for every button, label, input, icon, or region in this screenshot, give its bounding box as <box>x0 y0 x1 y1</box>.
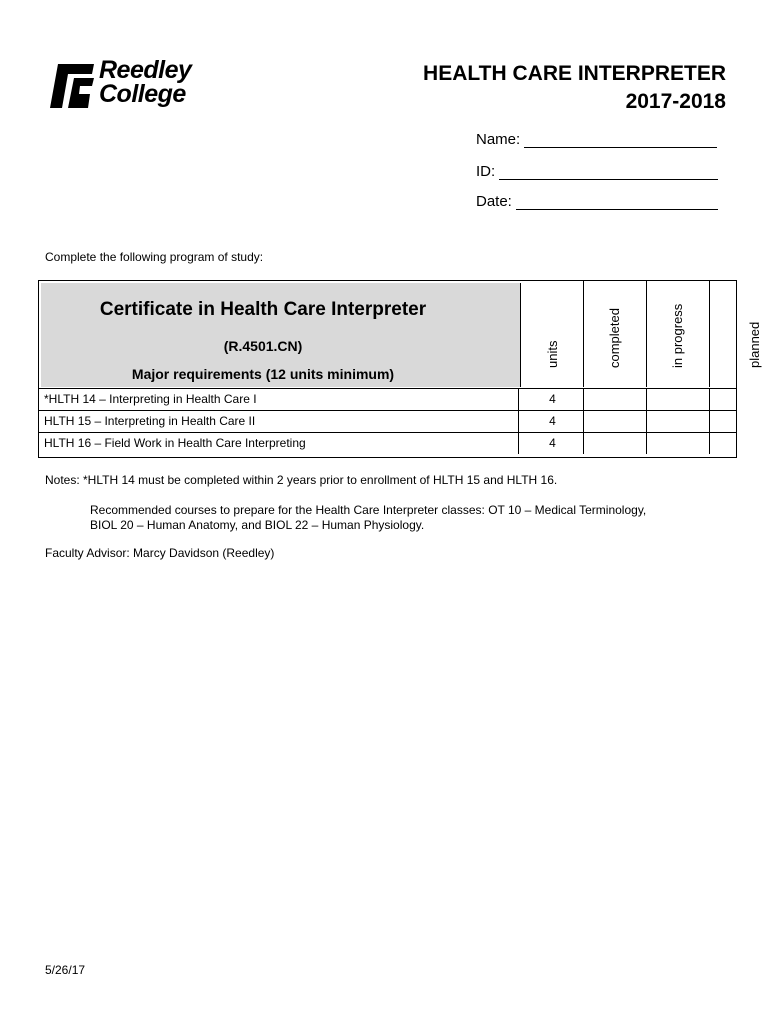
units-cell: 4 <box>522 411 584 432</box>
name-label: Name: <box>476 131 521 148</box>
title-line-1: HEALTH CARE INTERPRETER <box>423 62 726 85</box>
course-cell: HLTH 15 – Interpreting in Health Care II <box>39 411 519 432</box>
column-header: completed <box>607 308 622 368</box>
logo-line-2: College <box>99 80 186 108</box>
name-field[interactable] <box>476 131 717 148</box>
column-header: units <box>544 340 560 368</box>
date-line[interactable] <box>516 195 718 210</box>
table-row <box>39 410 736 432</box>
in-progress-cell[interactable] <box>647 433 710 454</box>
units-cell: 4 <box>522 433 584 454</box>
id-field[interactable] <box>476 163 718 180</box>
units-cell: 4 <box>522 389 584 410</box>
name-line[interactable] <box>524 133 717 148</box>
note-hlth14: Notes: *HLTH 14 must be completed within 2 years prior to enrollment of HLTH 15 and HLTH 16. <box>45 473 558 487</box>
column-planned <box>710 281 762 387</box>
major-requirements: Major requirements (12 units minimum) <box>131 366 395 382</box>
column-in-progress <box>647 281 710 387</box>
column-header: planned <box>747 321 762 368</box>
column-completed <box>584 281 647 387</box>
intro-text: Complete the following program of study: <box>45 250 264 264</box>
logo-line-1: Reedley <box>99 56 192 84</box>
course-cell: *HLTH 14 – Interpreting in Health Care I <box>39 389 519 410</box>
completed-cell[interactable] <box>584 389 647 410</box>
column-units <box>522 281 584 387</box>
completed-cell[interactable] <box>584 433 647 454</box>
id-label: ID: <box>476 163 496 180</box>
table-row <box>39 388 736 410</box>
id-line[interactable] <box>499 165 718 180</box>
course-cell: HLTH 16 – Field Work in Health Care Interpreting <box>39 433 519 454</box>
page-title <box>423 60 726 116</box>
program-table <box>38 280 762 458</box>
in-progress-cell[interactable] <box>647 389 710 410</box>
table-row <box>39 432 736 454</box>
logo-mark-icon <box>44 60 96 110</box>
note-recommended <box>90 503 646 533</box>
certificate-title: Certificate in Health Care Interpreter <box>99 299 427 320</box>
date-label: Date: <box>476 193 512 210</box>
program-code: (R.4501.CN) <box>223 338 303 354</box>
note-recommended-line-1: Recommended courses to prepare for the Health Care Interpreter classes: OT 10 – Medical Terminology, <box>90 503 647 517</box>
faculty-advisor: Faculty Advisor: Marcy Davidson (Reedley) <box>45 546 275 560</box>
logo-text <box>99 58 191 106</box>
note-recommended-line-2: BIOL 20 – Human Anatomy, and BIOL 22 – Human Physiology. <box>90 518 425 532</box>
table-header <box>41 283 521 387</box>
date-field[interactable] <box>476 193 718 210</box>
column-header: in progress <box>670 303 685 368</box>
title-year: 2017-2018 <box>625 90 726 113</box>
footer-date: 5/26/17 <box>45 963 86 977</box>
in-progress-cell[interactable] <box>647 411 710 432</box>
reedley-college-logo <box>44 58 249 110</box>
completed-cell[interactable] <box>584 411 647 432</box>
